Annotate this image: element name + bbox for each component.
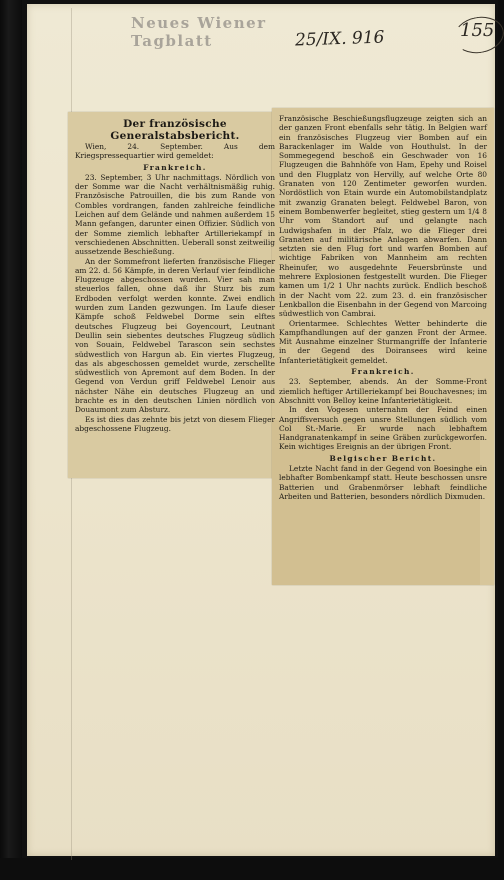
article-dateline: Wien, 24. September. Aus dem Kriegspressequartier wird gemeldet:	[75, 142, 275, 161]
article-paragraph: 23. September, 3 Uhr nachmittags. Nördlich von der Somme war die Nacht verhältnismäßig ruhig. Französische Patrouillen, die bis zum Rande von Combles vordrangen, fanden zahlreiche feindliche Leichen auf dem Gelände und nahmen außerdem 15 Mann gefangen, darunter einen Offizier. Südlich von der Somme ziemlich lebhafter Artilleriekampf in verschiedenen Abschnitten. Ueberall sonst zeitweilig aussetzende Beschießung.	[75, 172, 275, 257]
frame-bottom-edge	[0, 858, 504, 880]
orient-paragraph: Orientarmee. Schlechtes Wetter behinderte die Kampfhandlungen auf der ganzen Front der Armee. Mit Ausnahme einzelner Sturmangriffe der Infanterie in der Gegend des Doiransees wird keine Infanterietätigkeit gemeldet.	[279, 318, 487, 365]
section-title-frankreich-evening: Frankreich.	[351, 367, 415, 377]
article-headline: Der französische Generalstabsbericht.	[110, 118, 240, 142]
article-paragraph: 23. September, abends. An der Somme-Front ziemlich heftiger Artilleriekampf bei Bouchavesnes; im Abschnitt von Belloy keine Infanterietätigkeit.	[279, 377, 487, 405]
section-title-frankreich: Frankreich.	[143, 162, 207, 172]
frame-right-edge	[498, 0, 504, 880]
article-paragraph: Es ist dies das zehnte bis jetzt von diesem Flieger abgeschossene Flugzeug.	[75, 414, 275, 433]
article-paragraph: An der Sommefront lieferten französische Flieger am 22. d. 56 Kämpfe, in deren Verlauf vier feindliche Flugzeuge abgeschossen wurden. Vier sah man steuerlos fallen, ohne daß ihr Sturz bis zum Erdboden verfolgt werden konnte. Zwei endlich wurden zum Landen gezwungen. Im Laufe dieser Kämpfe schoß Feldwebel Dorme sein elftes deutsches Flugzeug bei Goyencourt, Leutnant Deullin sein siebentes deutsches Flugzeug südlich von Souain, Feldwebel Tarascon sein sechstes südwestlich von Hargun ab. Ein viertes Flugzeug, das als abgeschossen gemeldet wurde, zerschellte südwestlich von Apremont auf dem Boden. In der Gegend von Verdun griff Feldwebel Lenoir aus nächster Nähe ein deutsches Flugzeug an und brachte es in den deutschen Linien nördlich von Douaumont zum Absturz.	[75, 256, 275, 415]
article-paragraph: Letzte Nacht fand in der Gegend von Boesinghe ein lebhafter Bombenkampf statt. Heute beschossen unsre Batterien und Grabenmörser lebhaft feindliche Arbeiten und Batterien, besonders nördlich Dixmuden.	[279, 463, 487, 501]
article-paragraph: In den Vogesen unternahm der Feind einen Angriffsversuch gegen unsre Stellungen südlich vom Col St.-Marie. Er wurde nach lebhaftem Handgranatenkampf in seine Gräben zurückgeworfen. Kein wichtiges Ereignis an der übrigen Front.	[279, 405, 487, 452]
article-paragraph: Französische Beschießungsflugzeuge zeigten sich an der ganzen Front ebenfalls sehr tätig. In Belgien warf ein französisches Flugzeug vier Bomben auf ein Barackenlager im Walde von Houthulst. In der Sommegegend beschoß ein Geschwader von 16 Flugzeugen die Bahnhöfe von Ham, Epehy und Roisel und den Flugplatz von Hervilly, auf welche Orte 80 Granaten von 120 Zentimeter geworfen wurden. Nordöstlich von Etain wurde ein Automobilstandplatz mit zwanzig Granaten belegt. Feldwebel Baron, von einem Bombenwerfer begleitet, stieg gestern um 1/4 8 Uhr vom Standort auf und gelangte nach Ludwigshafen in der Pfalz, wo die Flieger drei Granaten auf militärische Anlagen abwarfen. Dann setzten sie den Flug fort und warfen Bomben auf wichtige Fabriken von Mannheim am rechten Rheinufer, wo ausgedehnte Feuersbrünste und mehrere Explosionen festgestellt wurden. Die Flieger kamen um 1/2 1 Uhr nachts zurück. Endlich beschoß in der Nacht vom 22. zum 23. d. ein französischer Lenkballon die Eisenbahn in der Gegend von Marcoing südwestlich von Cambrai.	[279, 114, 487, 319]
clipping-left-column	[68, 112, 282, 478]
folio-number-text: 155	[460, 20, 495, 41]
clipping-right-column	[272, 108, 494, 585]
handwritten-date: 25/IX. 916	[294, 27, 385, 51]
section-title-belgien: Belgischer Bericht.	[329, 453, 437, 463]
frame-left-edge	[0, 0, 22, 880]
newspaper-name-stamp: Neues Wiener Tagblatt	[131, 14, 267, 50]
folio-number	[460, 20, 500, 50]
